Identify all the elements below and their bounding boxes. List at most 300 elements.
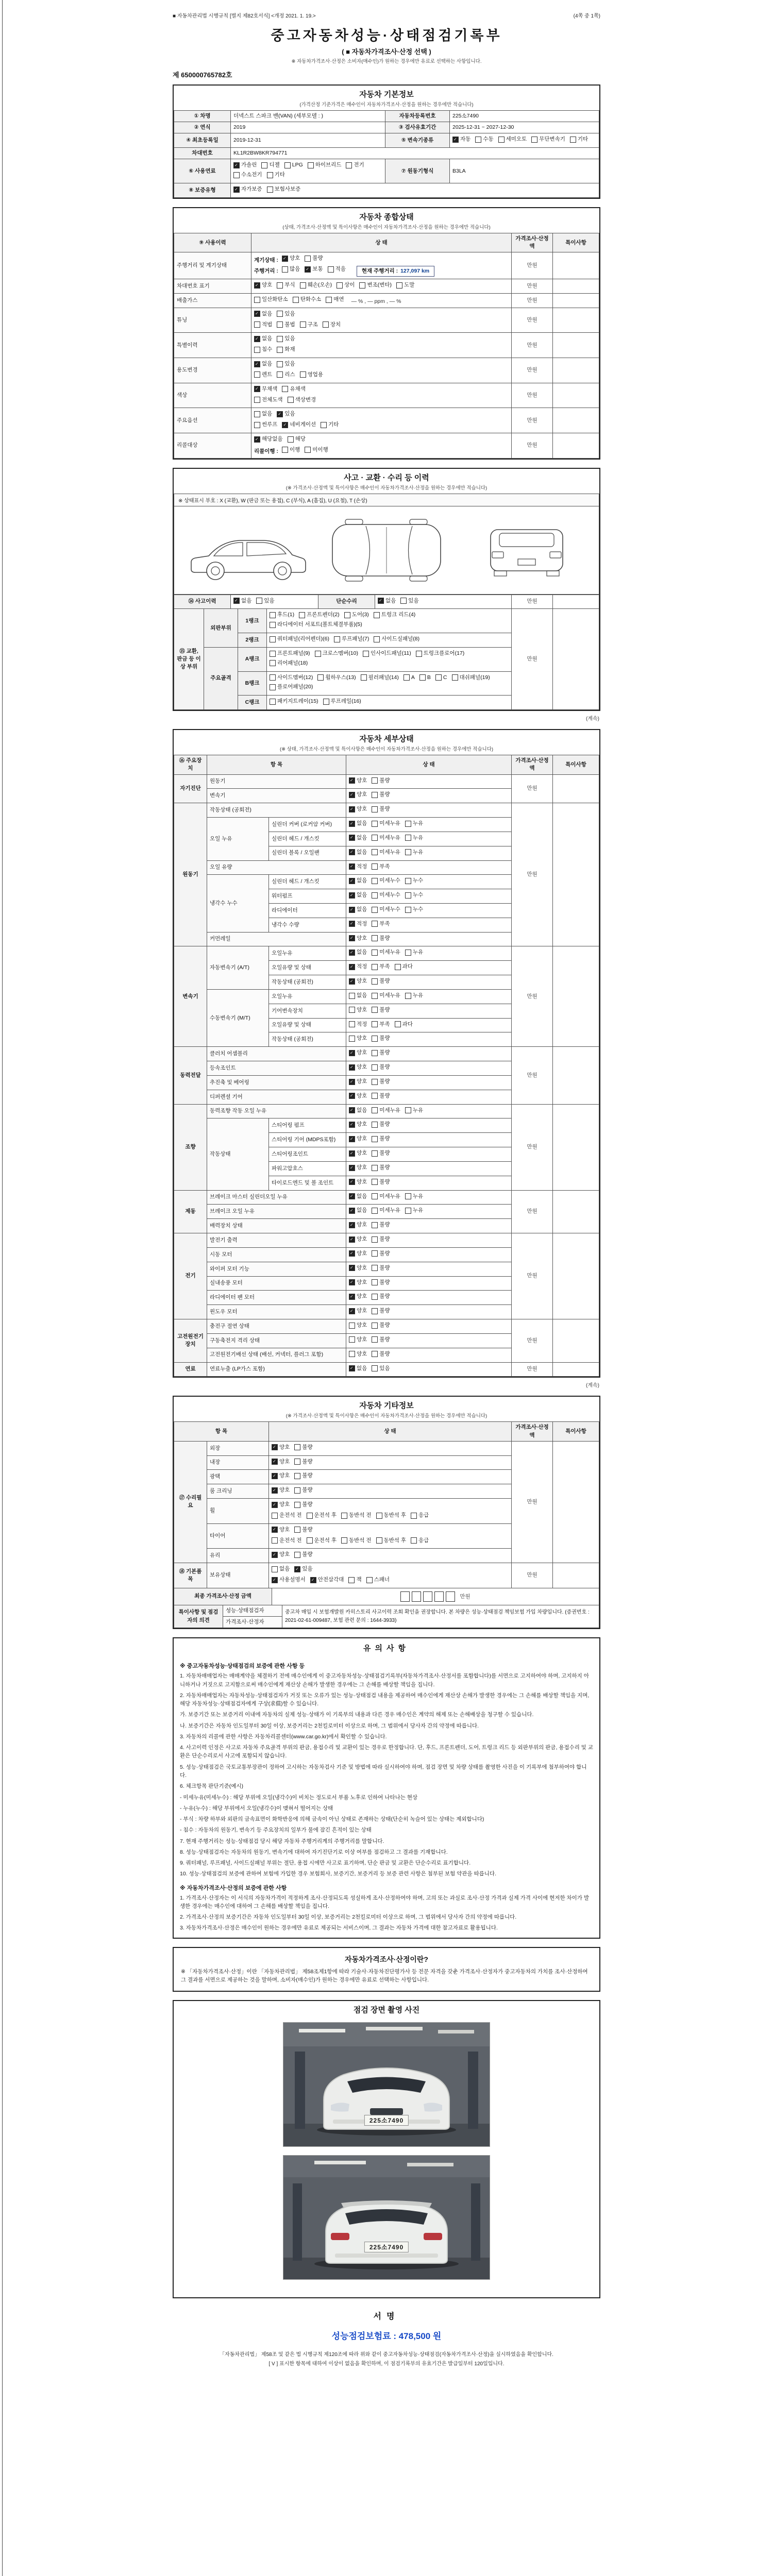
checkbox-option[interactable] [308,161,342,169]
checkbox-label: 없음 [357,1365,367,1371]
checkbox-option[interactable] [376,1512,407,1519]
checkbox-option[interactable] [372,992,400,999]
checkbox-option[interactable] [277,346,295,353]
table-row [174,946,599,961]
checkbox-option[interactable] [323,321,341,329]
checkbox-option[interactable] [323,698,361,705]
checkbox-label: 해당 [295,436,306,442]
checked-checkbox-icon [349,806,355,812]
option-line [349,1335,509,1346]
checkbox-option[interactable] [405,948,423,956]
checkbox-option[interactable] [256,597,274,605]
notice-item: 3. 자동차가격조사·산정은 매수인이 원하는 경우에만 유료로 제공되는 서비스이며, 그 결과는 자동차 가격에 대한 참고자료로 활용됩니다. [180,1925,498,1931]
checkbox-label: 도말 [404,282,415,289]
checkbox-option[interactable] [272,1501,290,1509]
checkbox-option[interactable] [277,310,295,318]
checkbox-option[interactable] [277,371,295,379]
unchecked-checkbox-icon [372,1222,378,1228]
checkbox-option[interactable] [307,1537,337,1545]
checkbox-option[interactable] [254,296,288,303]
checkbox-option[interactable] [349,992,367,999]
checkbox-option[interactable] [405,1207,423,1214]
checkbox-option[interactable] [299,611,340,619]
checkbox-option[interactable] [435,674,447,682]
checkbox-option[interactable] [349,920,367,928]
checkbox-option[interactable] [400,597,418,605]
checkbox-option[interactable] [270,698,318,705]
checkbox-option[interactable] [254,371,272,379]
checkbox-option[interactable] [372,1035,390,1042]
validity-line: [ V ] 표시한 항목에 대하여 이상이 없음을 확인하며, 이 점검기록부의 유효기간은 발급일부터 120일입니다. [268,2361,505,2367]
checked-checkbox-icon [233,162,240,168]
checkbox-option[interactable] [349,891,367,899]
checkbox-label: 양호 [357,1279,367,1285]
checkbox-option[interactable] [372,863,390,871]
checkbox-option[interactable] [419,674,431,682]
checkbox-option[interactable] [270,611,294,619]
checkbox-option[interactable] [349,1021,367,1028]
checkbox-option[interactable] [349,1063,367,1071]
checkbox-option[interactable] [349,1092,367,1100]
checkbox-option[interactable] [277,410,295,418]
checkbox-option[interactable] [376,1537,407,1545]
checkbox-option[interactable] [349,1207,367,1214]
checkbox-option[interactable] [372,1279,390,1286]
checkbox-option[interactable] [349,1321,367,1329]
checkbox-label: 있음 [284,411,295,417]
checkbox-option[interactable] [372,1107,400,1114]
accident-history-title: 사고 · 교환 · 수리 등 이력 [344,473,429,482]
checkbox-option[interactable] [349,1350,367,1358]
value-cell: 2025-12-31 ~ 2027-12-30 [450,122,599,133]
checkbox-option[interactable] [305,255,323,262]
checkbox-option[interactable] [372,1350,390,1358]
checkbox-option[interactable] [321,421,339,429]
checkbox-label: 트렁크플로어(17) [423,650,465,656]
checkbox-option[interactable] [277,321,295,329]
checkbox-option[interactable] [498,135,527,143]
checkbox-option[interactable] [396,281,414,289]
table-row [174,308,599,333]
checkbox-option[interactable] [270,683,313,691]
checkbox-option[interactable] [349,963,367,971]
checkbox-option[interactable] [475,135,493,143]
unchecked-checkbox-icon [254,371,260,378]
checkbox-label: 상이 [344,282,355,289]
unchecked-checkbox-icon [404,674,410,681]
checkbox-option[interactable] [405,992,423,999]
checkbox-option[interactable] [348,1576,361,1584]
checkbox-option[interactable] [272,1576,306,1584]
checkbox-option[interactable] [272,1486,290,1494]
checkbox-option[interactable] [372,1063,390,1071]
checkbox-label: 필러패널(14) [368,674,399,681]
checkbox-option[interactable] [267,185,301,193]
checkbox-option[interactable] [349,863,367,871]
checkbox-option[interactable] [254,360,272,368]
checkbox-option[interactable] [233,185,262,193]
checkbox-label: 프론트펜더(2) [307,612,340,618]
checkbox-label: 불량 [379,1308,390,1314]
checkbox-option[interactable] [344,611,369,619]
checkbox-option[interactable] [372,805,390,813]
checkbox-option[interactable] [334,635,369,643]
unchecked-checkbox-icon [349,993,355,999]
checkbox-option[interactable] [372,1293,390,1300]
checkbox-option[interactable] [349,1279,367,1286]
checkbox-option[interactable] [272,1526,290,1534]
checkbox-option[interactable] [359,281,392,289]
unchecked-checkbox-icon [372,878,378,884]
unchecked-checkbox-icon [416,651,422,657]
checked-checkbox-icon [349,964,355,970]
item-label-cell: 브레이크 오일 누유 [207,1205,346,1219]
checkbox-option[interactable] [254,310,272,318]
table-row [174,408,599,433]
checkbox-option[interactable] [272,1444,290,1451]
checkbox-label: 기타 [577,136,589,143]
checkbox-label: 불량 [302,1487,313,1494]
checkbox-option[interactable] [270,650,310,657]
etc-info-title: 자동차 기타정보 [359,1401,414,1411]
checkbox-option[interactable] [452,135,470,143]
checkbox-option[interactable] [349,1035,367,1042]
checkbox-label: 불량 [379,1136,390,1142]
checkbox-option[interactable] [307,1512,337,1519]
checkbox-option[interactable] [272,1472,290,1480]
unchecked-checkbox-icon [405,1107,411,1113]
status-cell [231,159,385,183]
checkbox-option[interactable] [349,948,367,956]
checkbox-option[interactable] [405,877,423,885]
checkbox-option[interactable] [293,296,322,303]
checkbox-option[interactable] [372,1049,390,1057]
checkbox-option[interactable] [405,906,423,913]
checkbox-option[interactable] [372,935,390,942]
unchecked-checkbox-icon [405,993,411,999]
checkbox-option[interactable] [372,791,390,799]
checkbox-option[interactable] [294,1472,312,1480]
checkbox-option[interactable] [341,1512,372,1519]
checkbox-option[interactable] [374,611,415,619]
checkbox-option[interactable] [372,1207,400,1214]
unchecked-checkbox-icon [372,907,378,913]
checkbox-option[interactable] [267,171,285,179]
panel-exchange-table [174,608,599,710]
checkbox-option[interactable] [305,265,323,273]
checkbox-option[interactable] [405,820,423,827]
checkbox-option[interactable] [349,1221,367,1229]
checkbox-option[interactable] [372,1149,390,1157]
checkbox-option[interactable] [254,346,272,353]
checkbox-option[interactable] [349,877,367,885]
checkbox-option[interactable] [272,1512,302,1519]
checkbox-option[interactable] [372,906,400,913]
price-survey-select-option[interactable]: ( ■ 자동차가격조사·산정 선택 ) [342,48,431,56]
table-row [174,159,599,183]
item-label-cell: 리콜대상 [174,433,251,459]
checkbox-option[interactable] [254,410,272,418]
item-label-cell: 작동상태 (공회전) [207,803,346,818]
checkbox-option[interactable] [372,1164,390,1172]
option-line [272,1550,509,1561]
checkbox-option[interactable] [349,1178,367,1186]
checkbox-option[interactable] [254,435,283,443]
checkbox-option[interactable] [233,597,251,605]
checkbox-option[interactable] [294,1565,312,1573]
note-cell [553,1319,599,1362]
checkbox-option[interactable] [405,1193,423,1200]
checkbox-option[interactable] [300,281,332,289]
checkbox-option[interactable] [372,1021,390,1028]
checkbox-option[interactable] [349,820,367,827]
checkbox-option[interactable] [349,977,367,985]
checkbox-label: 미세누유 [379,949,400,956]
checkbox-option[interactable] [294,1458,312,1466]
checkbox-option[interactable] [254,385,277,393]
checkbox-option[interactable] [570,135,588,143]
checkbox-option[interactable] [374,635,419,643]
checkbox-label: 불량 [379,1006,390,1013]
checkbox-option[interactable] [349,1264,367,1272]
checkbox-option[interactable] [372,920,390,928]
checkbox-option[interactable] [372,948,400,956]
unchecked-checkbox-icon [344,612,350,618]
checkbox-option[interactable] [395,1021,413,1028]
unchecked-checkbox-icon [300,282,306,289]
checkbox-option[interactable] [349,1107,367,1114]
checkbox-option[interactable] [372,1336,390,1344]
status-cell [346,789,512,803]
sub-item-cell: 작동상태 (공회전) [269,975,346,990]
checkbox-option[interactable] [326,296,344,303]
checkbox-option[interactable] [372,1121,390,1128]
checkbox-label: 양호 [279,1458,290,1465]
status-cell [346,1190,512,1205]
checkbox-option[interactable] [372,1193,400,1200]
checkbox-option[interactable] [349,1049,367,1057]
checkbox-option[interactable] [349,777,367,785]
checkbox-option[interactable] [315,650,358,657]
checkbox-option[interactable] [282,265,300,273]
checkbox-option[interactable] [366,1576,390,1584]
checkbox-option[interactable] [294,1444,312,1451]
checkbox-option[interactable] [254,281,272,289]
unchecked-checkbox-icon [270,674,276,681]
checkbox-option[interactable] [294,1501,312,1509]
item-label-cell: 클러치 어셈블리 [207,1047,346,1061]
etc-info-table [174,1421,599,1588]
checkbox-option[interactable] [349,849,367,856]
checkbox-option[interactable] [346,161,364,169]
checkbox-option[interactable] [372,1135,390,1143]
checkbox-option[interactable] [294,1526,312,1534]
checkbox-option[interactable] [254,396,283,404]
checkbox-label: 가솔린 [241,162,257,168]
checkbox-option[interactable] [349,1121,367,1128]
checkbox-option[interactable] [349,1293,367,1300]
checkbox-option[interactable] [328,265,346,273]
checkbox-option[interactable] [372,1264,390,1272]
checkbox-option[interactable] [349,791,367,799]
option-line [254,345,509,356]
checkbox-option[interactable] [317,674,356,682]
checkbox-option[interactable] [288,396,316,404]
checkbox-option[interactable] [349,1193,367,1200]
checkbox-option[interactable] [372,1092,390,1100]
unchecked-checkbox-icon [341,1537,347,1544]
checkbox-option[interactable] [349,1149,367,1157]
checkbox-option[interactable] [300,321,318,329]
unchecked-checkbox-icon [277,371,283,378]
unchecked-checkbox-icon [282,266,288,273]
checkbox-option[interactable] [531,135,565,143]
checkbox-option[interactable] [372,1178,390,1186]
checkbox-option[interactable] [372,849,400,856]
checkbox-option[interactable] [349,1336,367,1344]
checkbox-option[interactable] [411,1512,429,1519]
unchecked-checkbox-icon [267,187,273,193]
checkbox-option[interactable] [282,255,300,262]
checkbox-option[interactable] [282,446,300,454]
unchecked-checkbox-icon [315,651,321,657]
checkbox-option[interactable] [284,161,303,169]
checkbox-option[interactable] [277,335,295,343]
checkbox-option[interactable] [349,1078,367,1086]
option-line [272,1565,509,1575]
checkbox-option[interactable] [341,1537,372,1545]
checkbox-option[interactable] [372,1006,390,1014]
checkbox-label: 양호 [357,1264,367,1271]
checkbox-option[interactable] [452,674,490,682]
checkbox-option[interactable] [349,906,367,913]
checkbox-option[interactable] [272,1537,302,1545]
checkbox-option[interactable] [277,360,295,368]
checkbox-option[interactable] [372,1078,390,1086]
price-cell: 만원 [512,803,553,946]
checkbox-option[interactable] [372,963,390,971]
checkbox-option[interactable] [349,1250,367,1258]
checkbox-option[interactable] [261,161,279,169]
checkbox-option[interactable] [254,335,272,343]
checkbox-option[interactable] [372,977,390,985]
checkbox-option[interactable] [349,1006,367,1014]
checkbox-option[interactable] [272,1458,290,1466]
header-cell: 최종 가격조사·산정 금액 [174,1588,272,1605]
sub-item-cell: 타이로드엔드 및 볼 조인트 [269,1176,346,1190]
checkbox-option[interactable] [233,161,257,169]
checkbox-option[interactable] [378,597,396,605]
checkbox-option[interactable] [411,1537,429,1545]
checkbox-option[interactable] [363,650,411,657]
checkbox-option[interactable] [361,674,399,682]
checkbox-option[interactable] [372,1321,390,1329]
checkbox-option[interactable] [337,281,355,289]
unchecked-checkbox-icon [531,137,537,143]
checkbox-option[interactable] [282,421,316,429]
checkbox-label: 불량 [379,1049,390,1056]
checkbox-option[interactable] [372,1365,390,1372]
status-cell [251,308,512,333]
checkbox-option[interactable] [372,1235,390,1243]
table-row [174,1563,599,1588]
checkbox-option[interactable] [349,834,367,842]
checkbox-option[interactable] [270,635,329,643]
checkbox-option[interactable] [405,834,423,842]
checkbox-option[interactable] [372,1250,390,1258]
checkbox-option[interactable] [233,171,262,179]
note-cell [553,1362,599,1377]
checkbox-option[interactable] [310,1576,344,1584]
checkbox-option[interactable] [349,1135,367,1143]
checkbox-option[interactable] [282,385,305,393]
checkbox-option[interactable] [372,891,400,899]
checkbox-option[interactable] [372,1307,390,1315]
checkbox-option[interactable] [305,446,328,454]
checkbox-option[interactable] [288,435,306,443]
value-cell: 2019-12-31 [231,133,385,148]
note-cell [553,308,599,333]
checkbox-option[interactable] [272,1551,290,1558]
checkbox-option[interactable] [372,777,390,785]
checkbox-option[interactable] [254,321,272,329]
status-cell [269,1563,512,1588]
checkbox-option[interactable] [349,1235,367,1243]
checkbox-option[interactable] [349,1307,367,1315]
checkbox-option[interactable] [349,935,367,942]
checkbox-option[interactable] [294,1551,312,1558]
unchecked-checkbox-icon [372,821,378,827]
option-line [254,281,509,292]
checkbox-option[interactable] [272,1565,290,1573]
checkbox-option[interactable] [404,674,415,682]
checkbox-option[interactable] [270,659,308,667]
checkbox-option[interactable] [349,1164,367,1172]
checkbox-option[interactable] [294,1486,312,1494]
checkbox-label: 불량 [379,1293,390,1300]
checkbox-label: 없음 [262,411,273,417]
checkbox-option[interactable] [277,281,295,289]
option-line [349,1307,509,1317]
checkbox-option[interactable] [372,834,400,842]
checkbox-label: 화재 [284,346,295,353]
checkbox-label: 미세누유 [379,834,400,841]
checkbox-label: 미세누수 [379,877,400,884]
checkbox-option[interactable] [395,963,413,971]
option-line [349,1178,509,1189]
checkbox-option[interactable] [270,674,313,682]
checkbox-option[interactable] [349,1365,367,1372]
checkbox-option[interactable] [300,371,323,379]
unchecked-checkbox-icon [300,371,306,378]
checkbox-option[interactable] [405,891,423,899]
group-label-cell: 고전원전기장치 [174,1319,207,1362]
checkbox-option[interactable] [372,820,400,827]
checkbox-option[interactable] [405,849,423,856]
checked-checkbox-icon [272,1487,278,1494]
checkbox-label: 양호 [357,1006,367,1013]
checkbox-option[interactable] [270,621,362,629]
checkbox-option[interactable] [372,877,400,885]
checkbox-option[interactable] [372,1221,390,1229]
checkbox-option[interactable] [416,650,465,657]
item-label-cell: 배출가스 [174,293,251,308]
checkbox-option[interactable] [405,1107,423,1114]
checkbox-option[interactable] [349,805,367,813]
price-cell: 만원 [512,252,553,279]
checked-checkbox-icon [272,1473,278,1479]
checkbox-option[interactable] [254,421,277,429]
